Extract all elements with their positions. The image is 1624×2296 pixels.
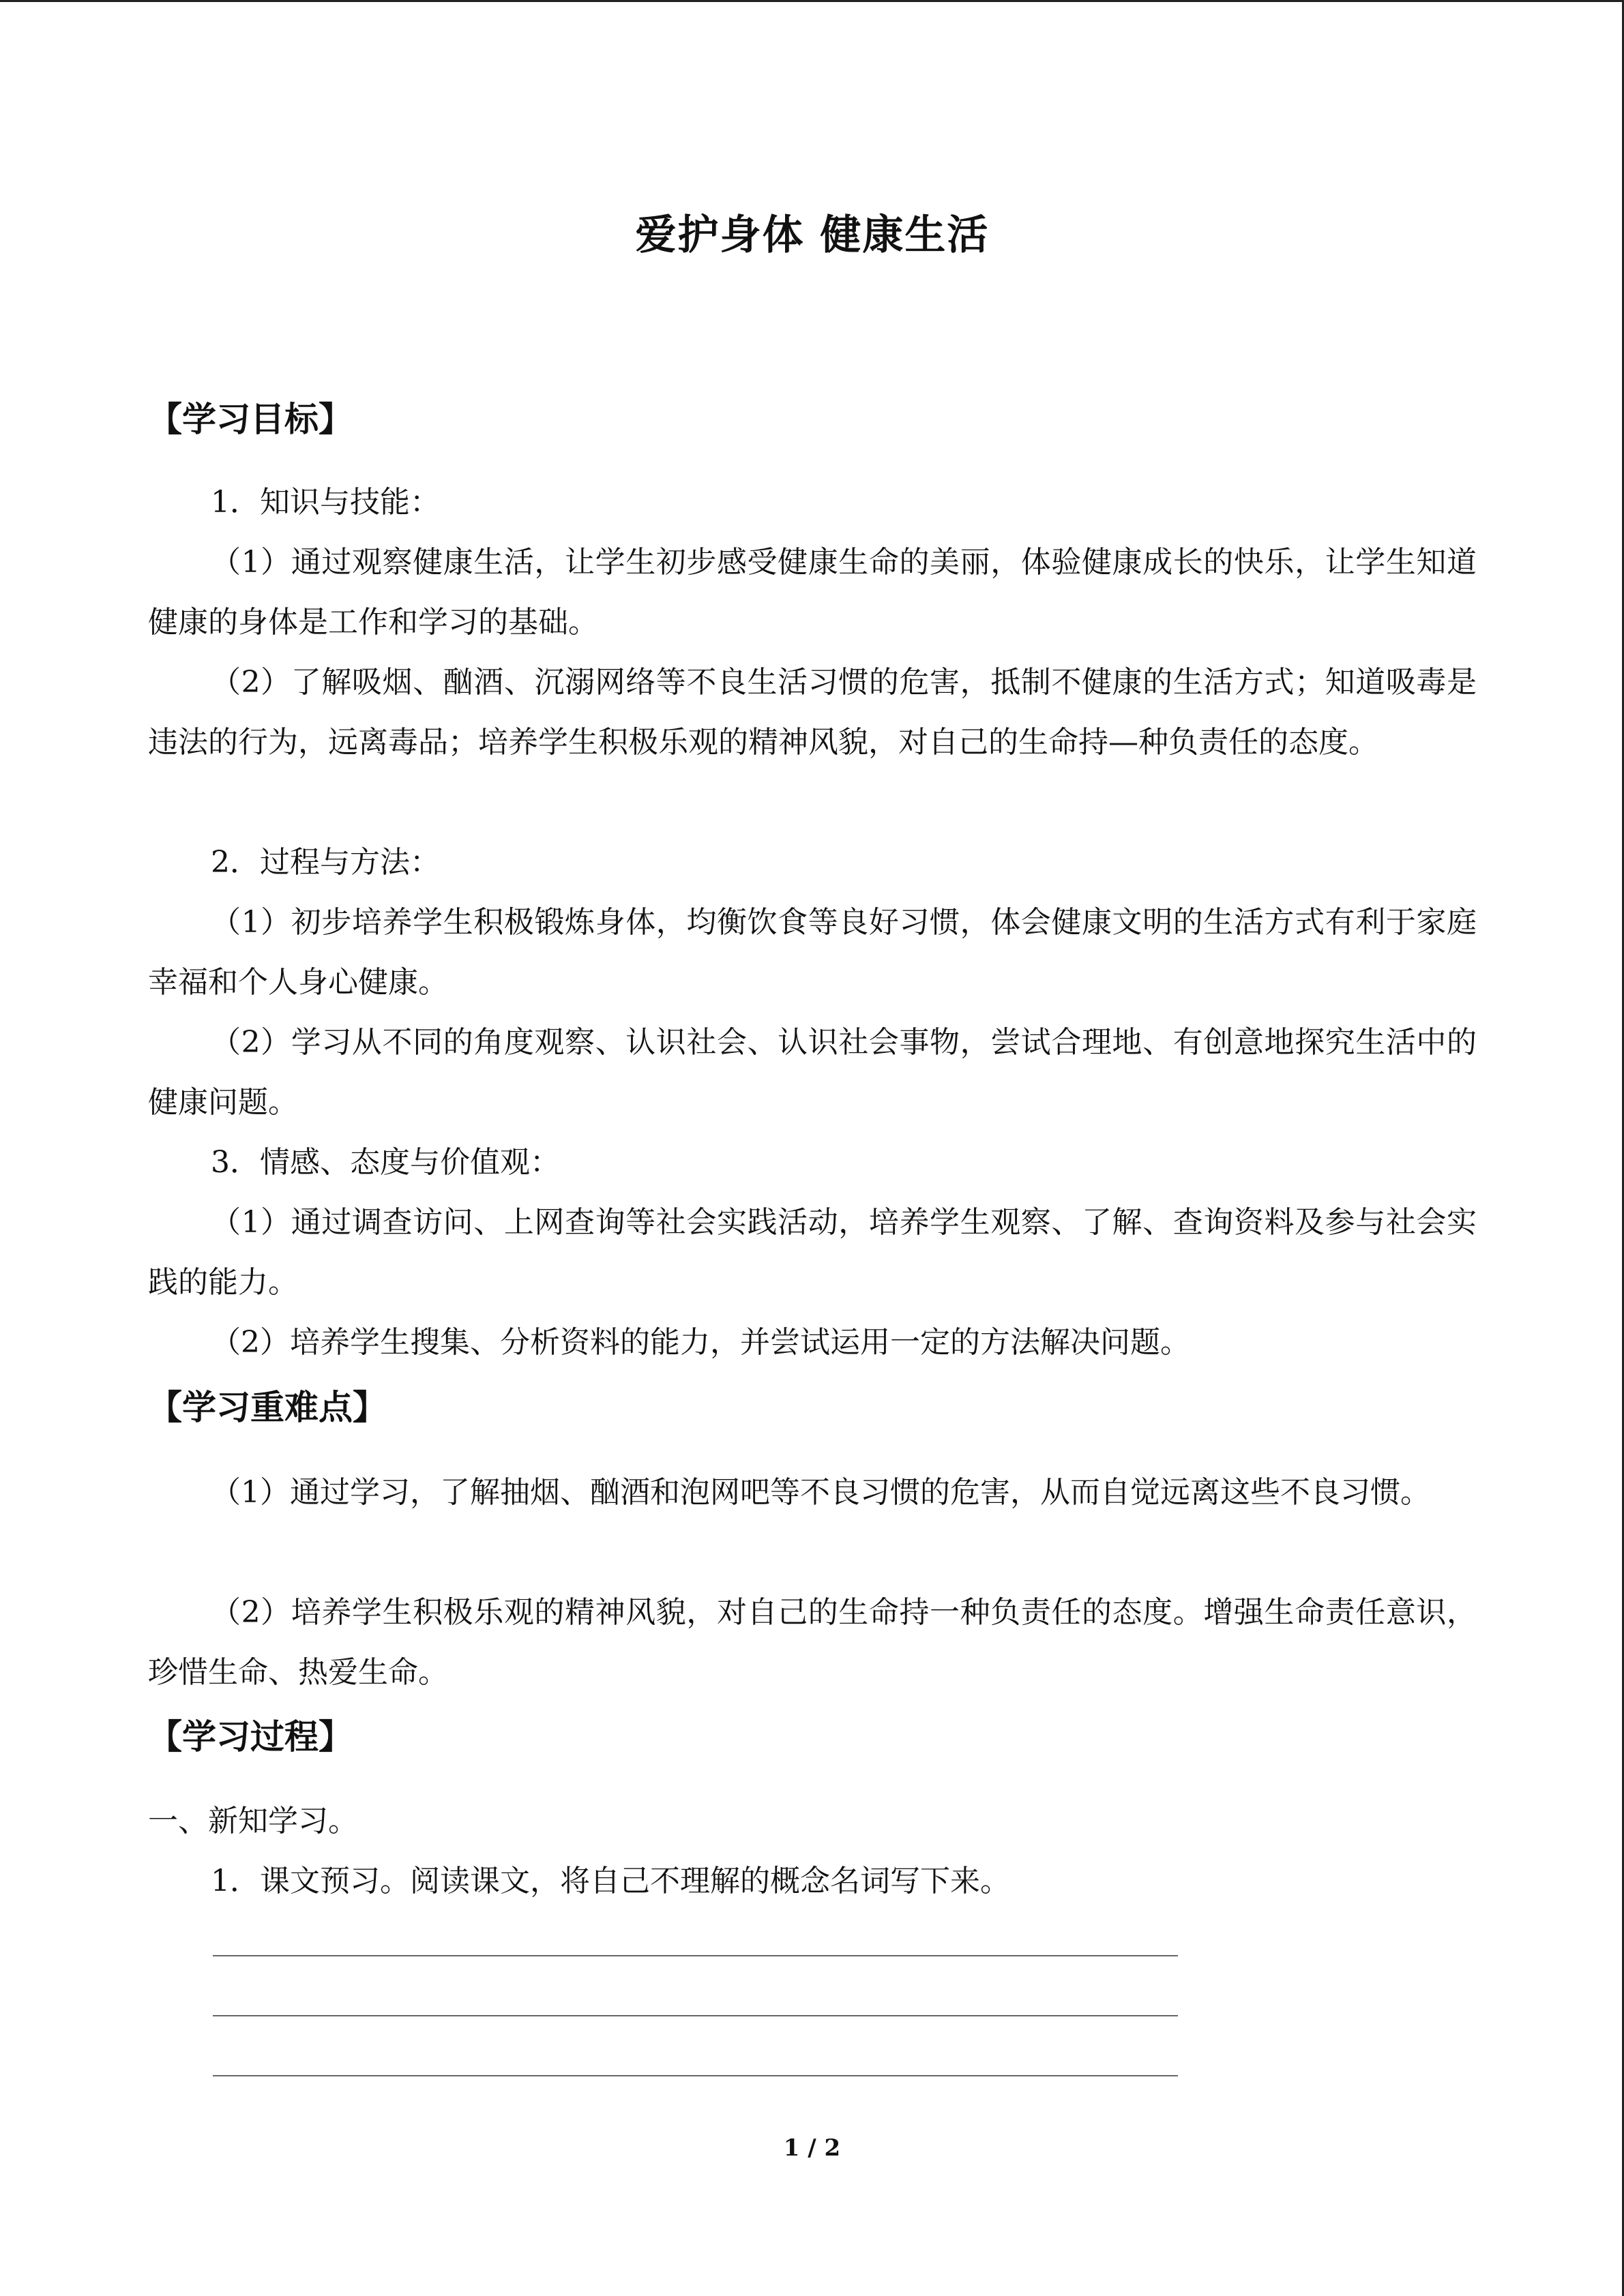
objective-1-label: 1．知识与技能： [211, 485, 440, 520]
key-points-heading: 【学习重难点】 [148, 1388, 387, 1427]
page-top-border [0, 0, 1624, 2]
document-title: 爱护身体 健康生活 [635, 211, 990, 259]
process-heading: 【学习过程】 [148, 1717, 353, 1757]
objective-1-paragraph-1: （1）通过观察健康生活，让学生初步感受健康生命的美丽，体验健康成长的快乐，让学生知道健康的身体是工作和学习的基础。 [148, 545, 1477, 640]
objective-1-paragraph-2: （2）了解吸烟、酗酒、沉溺网络等不良生活习惯的危害，抵制不健康的生活方式；知道吸毒是违法的行为，远离毒品；培养学生积极乐观的精神风貌，对自己的生命持—种负责任的态度。 [148, 665, 1477, 760]
page-number: 1 / 2 [783, 2134, 841, 2162]
answer-line[interactable] [213, 1955, 1178, 1956]
answer-line[interactable] [213, 2075, 1178, 2076]
objectives-heading: 【学习目标】 [148, 400, 353, 439]
objective-2-paragraph-2: （2）学习从不同的角度观察、认识社会、认识社会事物，尝试合理地、有创意地探究生活中的健康问题。 [148, 1025, 1477, 1120]
process-task-1: 1．课文预习。阅读课文，将自己不理解的概念名词写下来。 [211, 1864, 1010, 1898]
key-point-paragraph-2: （2）培养学生积极乐观的精神风貌，对自己的生命持一种负责任的态度。增强生命责任意识，珍惜生命、热爱生命。 [148, 1595, 1477, 1690]
objective-3-label: 3．情感、态度与价值观： [211, 1145, 560, 1180]
process-part-1: 一、新知学习。 [148, 1804, 358, 1838]
key-point-paragraph-1: （1）通过学习，了解抽烟、酗酒和泡网吧等不良习惯的危害，从而自觉远离这些不良习惯。 [211, 1475, 1430, 1510]
answer-line[interactable] [213, 2015, 1178, 2016]
objective-2-paragraph-1: （1）初步培养学生积极锻炼身体，均衡饮食等良好习惯，体会健康文明的生活方式有利于家庭幸福和个人身心健康。 [148, 905, 1477, 1000]
objective-3-paragraph-1: （1）通过调查访问、上网查询等社会实践活动，培养学生观察、了解、查询资料及参与社会实践的能力。 [148, 1205, 1477, 1300]
objective-2-label: 2．过程与方法： [211, 845, 440, 880]
objective-3-paragraph-2: （2）培养学生搜集、分析资料的能力，并尝试运用一定的方法解决问题。 [211, 1325, 1190, 1360]
